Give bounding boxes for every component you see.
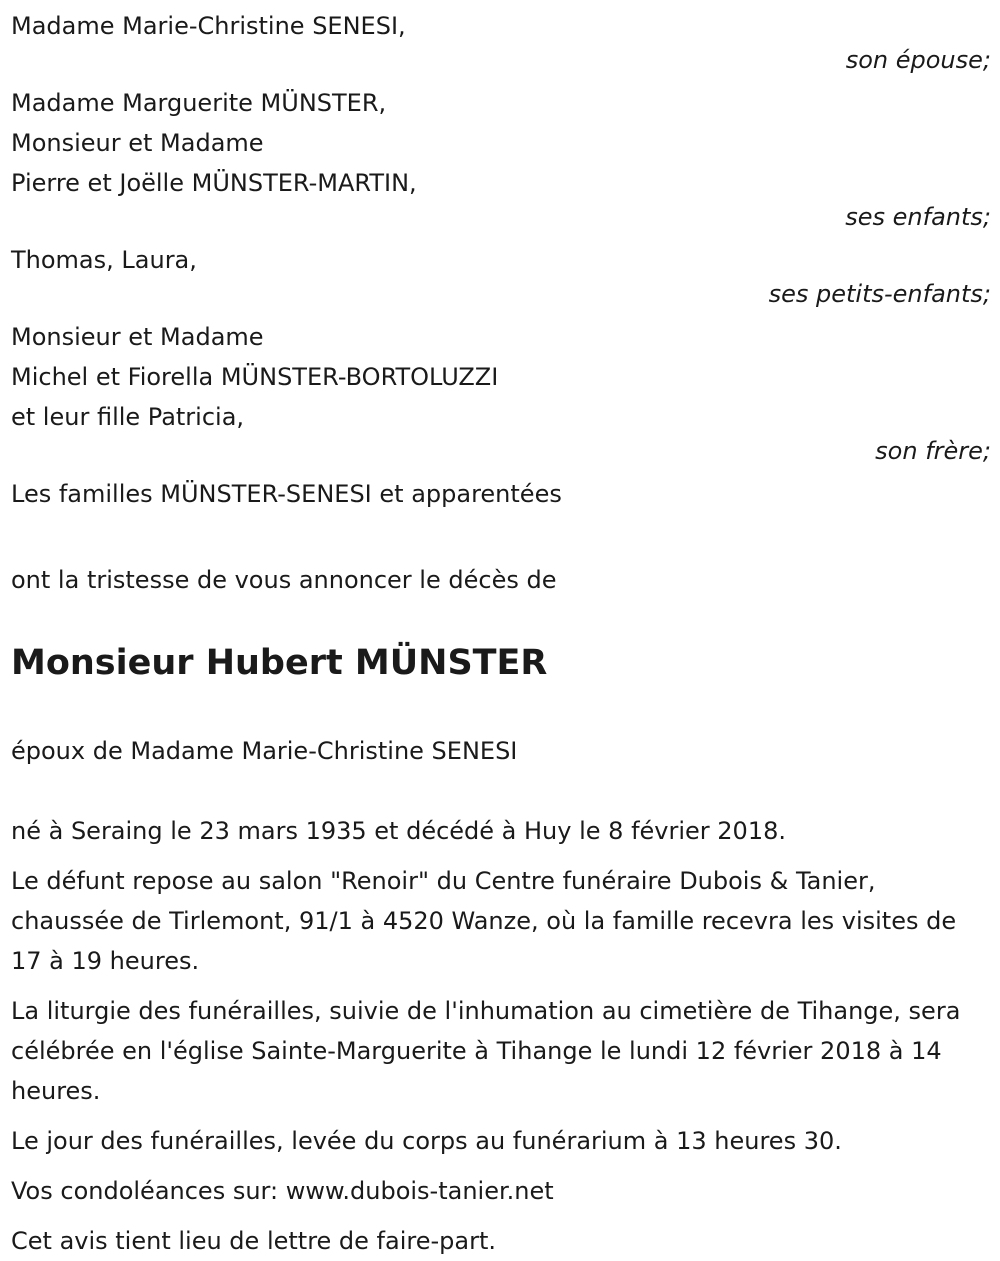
- deceased-name: Monsieur Hubert MÜNSTER: [11, 643, 548, 683]
- spouse-of: époux de Madame Marie-Christine SENESI: [11, 737, 518, 765]
- condolences-line: Vos condoléances sur: www.dubois-tanier.net: [11, 1177, 554, 1205]
- brother-role: son frère;: [875, 437, 991, 465]
- spouse-name: Madame Marie-Christine SENESI,: [11, 12, 406, 40]
- child-line: Pierre et Joëlle MÜNSTER-MARTIN,: [11, 169, 417, 197]
- procession-paragraph: Le jour des funérailles, levée du corps au funérarium à 13 heures 30.: [11, 1127, 842, 1155]
- child-line: Madame Marguerite MÜNSTER,: [11, 89, 387, 117]
- brother-line: et leur fille Patricia,: [11, 403, 245, 431]
- spouse-role: son épouse;: [845, 46, 991, 74]
- grandchildren-role: ses petits-enfants;: [768, 280, 991, 308]
- liturgy-paragraph: La liturgie des funérailles, suivie de l'inhumation au cimetière de Tihange, sera célébrée en l'église Sainte-Marguerite à Tihange le lundi 12 février 2018 à 14 heures.: [11, 997, 961, 1105]
- grandchildren-names: Thomas, Laura,: [11, 246, 197, 274]
- birth-death-dates: né à Seraing le 23 mars 1935 et décédé à Huy le 8 février 2018.: [11, 817, 786, 845]
- obituary-notice: [11, 6, 991, 1261]
- notice-line: Cet avis tient lieu de lettre de faire-part.: [11, 1227, 496, 1255]
- related-families: Les familles MÜNSTER-SENESI et apparentées: [11, 480, 562, 508]
- announcement-intro: ont la tristesse de vous annoncer le décès de: [11, 566, 557, 594]
- child-line: Monsieur et Madame: [11, 129, 264, 157]
- resting-place-paragraph: Le défunt repose au salon "Renoir" du Centre funéraire Dubois & Tanier, chaussée de Tirlemont, 91/1 à 4520 Wanze, où la famille recevra les visites de 17 à 19 heures.: [11, 867, 957, 975]
- children-role: ses enfants;: [845, 203, 991, 231]
- brother-line: Michel et Fiorella MÜNSTER-BORTOLUZZI: [11, 363, 499, 391]
- brother-line: Monsieur et Madame: [11, 323, 264, 351]
